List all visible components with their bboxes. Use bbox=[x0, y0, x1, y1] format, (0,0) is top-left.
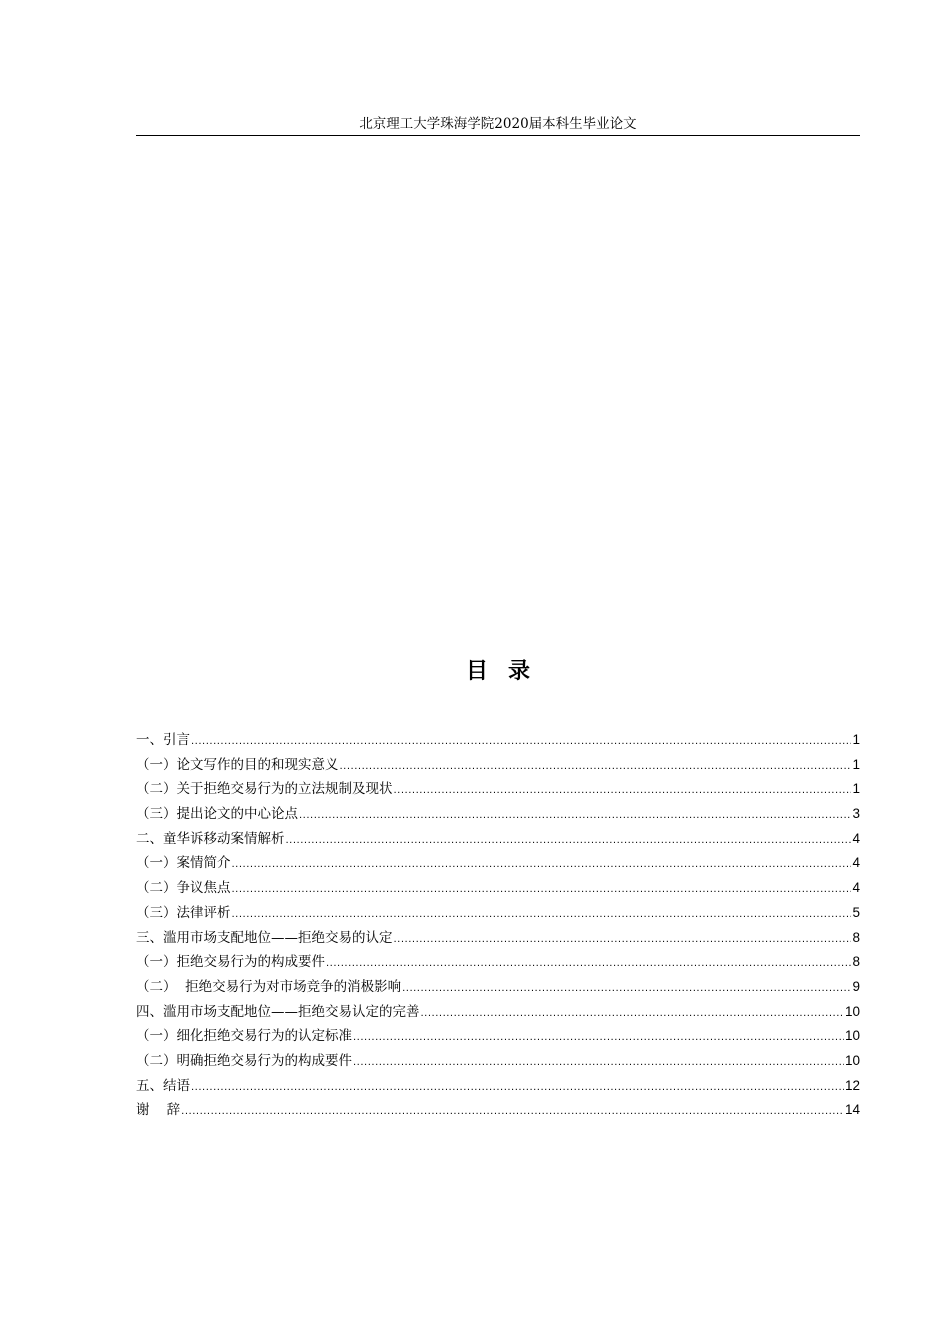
toc-entry-page: 10 bbox=[844, 1003, 860, 1019]
toc-entry-page: 3 bbox=[852, 806, 860, 822]
toc-leader-dots bbox=[232, 903, 852, 928]
toc-entry-page: 5 bbox=[852, 904, 860, 920]
toc-entry[interactable] bbox=[136, 975, 860, 1000]
toc-entry-text: （二）明确拒绝交易行为的构成要件 bbox=[136, 1052, 352, 1069]
toc-leader-dots bbox=[421, 1002, 844, 1027]
toc-entry[interactable] bbox=[136, 901, 860, 926]
toc-entry-page: 1 bbox=[852, 756, 860, 772]
toc-entry-text: （一）论文写作的目的和现实意义 bbox=[136, 756, 339, 773]
toc-entry[interactable] bbox=[136, 926, 860, 951]
toc-entry[interactable] bbox=[136, 1098, 860, 1123]
toc-leader-dots bbox=[340, 755, 852, 780]
toc-entry-text: （二） 拒绝交易行为对市场竞争的消极影响 bbox=[136, 978, 402, 995]
table-of-contents bbox=[136, 728, 860, 1123]
toc-entry[interactable] bbox=[136, 777, 860, 802]
toc-entry-page: 8 bbox=[852, 929, 860, 945]
toc-entry-text: （二）争议焦点 bbox=[136, 880, 231, 897]
toc-entry-page: 1 bbox=[852, 732, 860, 747]
toc-entry-text: （三）法律评析 bbox=[136, 904, 231, 921]
toc-title: 目录 bbox=[465, 659, 550, 684]
toc-leader-dots bbox=[353, 1026, 844, 1051]
toc-entry-text: 一、引言 bbox=[136, 732, 190, 748]
toc-entry-page: 14 bbox=[844, 1102, 860, 1118]
toc-entry-text: （一）案情简介 bbox=[136, 855, 231, 872]
toc-leader-dots bbox=[353, 1051, 844, 1076]
toc-entry[interactable] bbox=[136, 1049, 860, 1074]
toc-entry-text: （一）拒绝交易行为的构成要件 bbox=[136, 954, 325, 971]
toc-entry[interactable] bbox=[136, 753, 860, 778]
toc-entry[interactable] bbox=[136, 851, 860, 876]
toc-entry-page: 1 bbox=[852, 781, 860, 797]
toc-entry[interactable] bbox=[136, 950, 860, 975]
page-header bbox=[136, 116, 860, 136]
toc-entry-text: 谢 辞 bbox=[136, 1102, 181, 1119]
toc-entry-page: 10 bbox=[844, 1052, 860, 1068]
toc-entry[interactable] bbox=[136, 1074, 860, 1099]
toc-entry-page: 4 bbox=[852, 880, 860, 896]
toc-entry[interactable] bbox=[136, 802, 860, 827]
toc-entry-text: 二、童华诉移动案情解析 bbox=[136, 830, 285, 847]
toc-leader-dots bbox=[394, 779, 852, 804]
toc-entry-text: 五、结语 bbox=[136, 1077, 190, 1094]
toc-entry-page: 8 bbox=[852, 954, 860, 970]
toc-entry-text: （三）提出论文的中心论点 bbox=[136, 806, 298, 823]
toc-entry-text: 三、滥用市场支配地位——拒绝交易的认定 bbox=[136, 929, 393, 946]
toc-leader-dots bbox=[402, 977, 851, 1002]
toc-leader-dots bbox=[181, 1100, 844, 1125]
toc-entry-page: 4 bbox=[852, 855, 860, 871]
toc-entry-page: 4 bbox=[852, 830, 860, 846]
toc-entry[interactable] bbox=[136, 827, 860, 852]
toc-leader-dots bbox=[191, 1076, 844, 1101]
toc-entry-text: （二）关于拒绝交易行为的立法规制及现状 bbox=[136, 781, 393, 798]
toc-leader-dots bbox=[326, 952, 851, 977]
toc-entry-page: 10 bbox=[844, 1028, 860, 1044]
toc-leader-dots bbox=[191, 730, 851, 755]
toc-leader-dots bbox=[232, 878, 852, 903]
toc-entry-text: （一）细化拒绝交易行为的认定标准 bbox=[136, 1028, 352, 1045]
toc-entry-text: 四、滥用市场支配地位——拒绝交易认定的完善 bbox=[136, 1003, 420, 1020]
header-title: 北京理工大学珠海学院2020届本科生毕业论文 bbox=[359, 116, 637, 132]
toc-leader-dots bbox=[394, 928, 852, 953]
toc-entry[interactable] bbox=[136, 1000, 860, 1025]
toc-entry-page: 9 bbox=[852, 978, 860, 994]
toc-leader-dots bbox=[299, 804, 851, 829]
toc-entry[interactable] bbox=[136, 876, 860, 901]
toc-leader-dots bbox=[286, 829, 852, 854]
toc-leader-dots bbox=[232, 853, 852, 878]
toc-entry-page: 12 bbox=[844, 1077, 860, 1093]
toc-entry[interactable] bbox=[136, 1024, 860, 1049]
toc-entry[interactable] bbox=[136, 728, 860, 753]
